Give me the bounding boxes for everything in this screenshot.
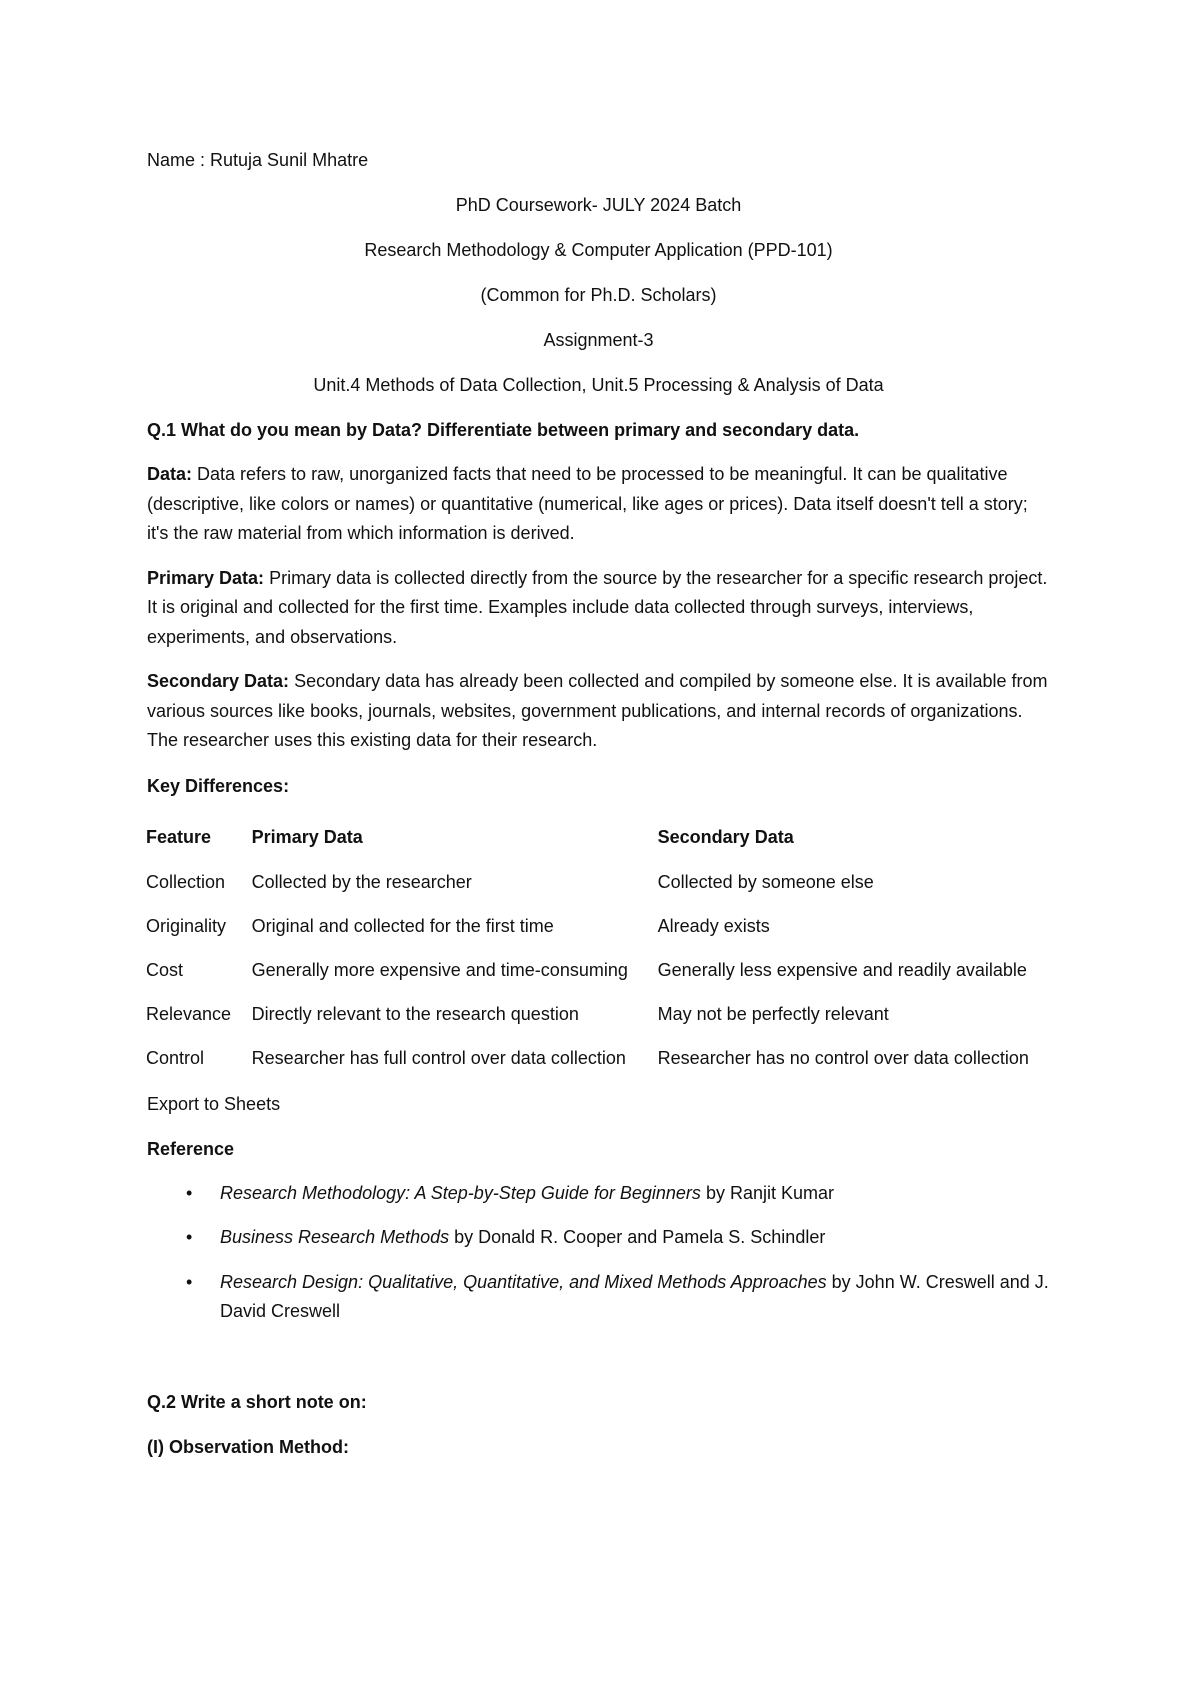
reference-title: Business Research Methods: [220, 1227, 450, 1247]
course-line: Research Methodology & Computer Application (PPD-101): [364, 240, 833, 260]
table-cell: Collection: [146, 871, 226, 892]
primary-data-definition: [147, 564, 1050, 653]
table-row: [146, 949, 1046, 993]
table-cell: Relevance: [146, 1003, 232, 1024]
primary-data-label: Primary Data:: [147, 567, 265, 588]
reference-author: by John W. Creswell and J. David Creswell: [220, 1271, 1049, 1321]
table-cell: Already exists: [657, 915, 770, 936]
header-primary: Primary Data: [251, 826, 363, 847]
data-definition: [147, 460, 1050, 549]
table-cell: Generally less expensive and readily available: [657, 959, 1027, 980]
table-cell: Original and collected for the first time: [251, 915, 554, 936]
reference-title: Research Methodology: A Step-by-Step Guide for Beginners: [220, 1182, 701, 1203]
units-line: Unit.4 Methods of Data Collection, Unit.5 Processing & Analysis of Data: [313, 375, 884, 395]
q2-heading: Q.2 Write a short note on:: [147, 1391, 367, 1412]
list-item: [220, 1223, 1050, 1253]
table-cell: Control: [146, 1047, 205, 1068]
list-item: [220, 1268, 1050, 1327]
header-secondary: Secondary Data: [657, 826, 794, 847]
q2-sub-heading: (I) Observation Method:: [147, 1436, 349, 1457]
data-text: Data refers to raw, unorganized facts that need to be processed to be meaningful. It can be qualitative (descriptive, like colors or names) or quantitative (numerical, like ages or prices). Data itself doesn't tell a story; it's the raw material from which information is derived.: [147, 464, 1028, 543]
table-cell: Directly relevant to the research question: [251, 1003, 579, 1024]
reference-list: [147, 1179, 1050, 1327]
reference-title: Research Design: Qualitative, Quantitative, and Mixed Methods Approaches: [220, 1271, 827, 1292]
secondary-data-label: Secondary Data:: [147, 671, 290, 691]
data-label: Data:: [147, 464, 193, 484]
table-cell: Generally more expensive and time-consuming: [251, 959, 628, 980]
table-row: [146, 1037, 1046, 1081]
q1-heading: Q.1 What do you mean by Data? Differentiate between primary and secondary data.: [147, 420, 860, 440]
table-cell: Cost: [146, 959, 184, 980]
table-row: [146, 993, 1046, 1037]
student-name: Name : Rutuja Sunil Mhatre: [147, 150, 369, 170]
spacer: [147, 1342, 1050, 1387]
reference-author: by Donald R. Cooper and Pamela S. Schindler: [449, 1227, 826, 1247]
table-cell: Originality: [146, 915, 227, 936]
table-header-row: [146, 816, 1046, 861]
list-item: [220, 1179, 1050, 1209]
table-cell: Collected by the researcher: [251, 871, 472, 892]
header-feature: Feature: [146, 826, 212, 847]
secondary-data-text: Secondary data has already been collected and compiled by someone else. It is available from various sources like books, journals, websites, government publications, and internal records of organizations. The researcher uses this existing data for their research.: [147, 671, 1048, 750]
key-differences-heading: Key Differences:: [147, 775, 290, 796]
table-cell: Collected by someone else: [657, 871, 874, 892]
table-cell: Researcher has no control over data collection: [657, 1047, 1029, 1068]
table-cell: May not be perfectly relevant: [657, 1003, 889, 1024]
differences-table: [146, 816, 1046, 1081]
secondary-data-definition: [147, 667, 1050, 756]
primary-data-text: Primary data is collected directly from the source by the researcher for a specific research project. It is original and collected for the first time. Examples include data collected through surveys, interviews, experiments, and observations.: [147, 567, 1048, 647]
audience-line: (Common for Ph.D. Scholars): [480, 285, 717, 305]
assignment-line: Assignment-3: [543, 330, 654, 350]
reference-author: by Ranjit Kumar: [700, 1182, 834, 1203]
batch-line: PhD Coursework- JULY 2024 Batch: [455, 195, 742, 215]
export-to-sheets-link[interactable]: Export to Sheets: [147, 1093, 281, 1114]
table-cell: Researcher has full control over data collection: [251, 1047, 626, 1068]
table-row: [146, 905, 1046, 949]
table-row: [146, 861, 1046, 905]
reference-heading: Reference: [147, 1138, 235, 1159]
